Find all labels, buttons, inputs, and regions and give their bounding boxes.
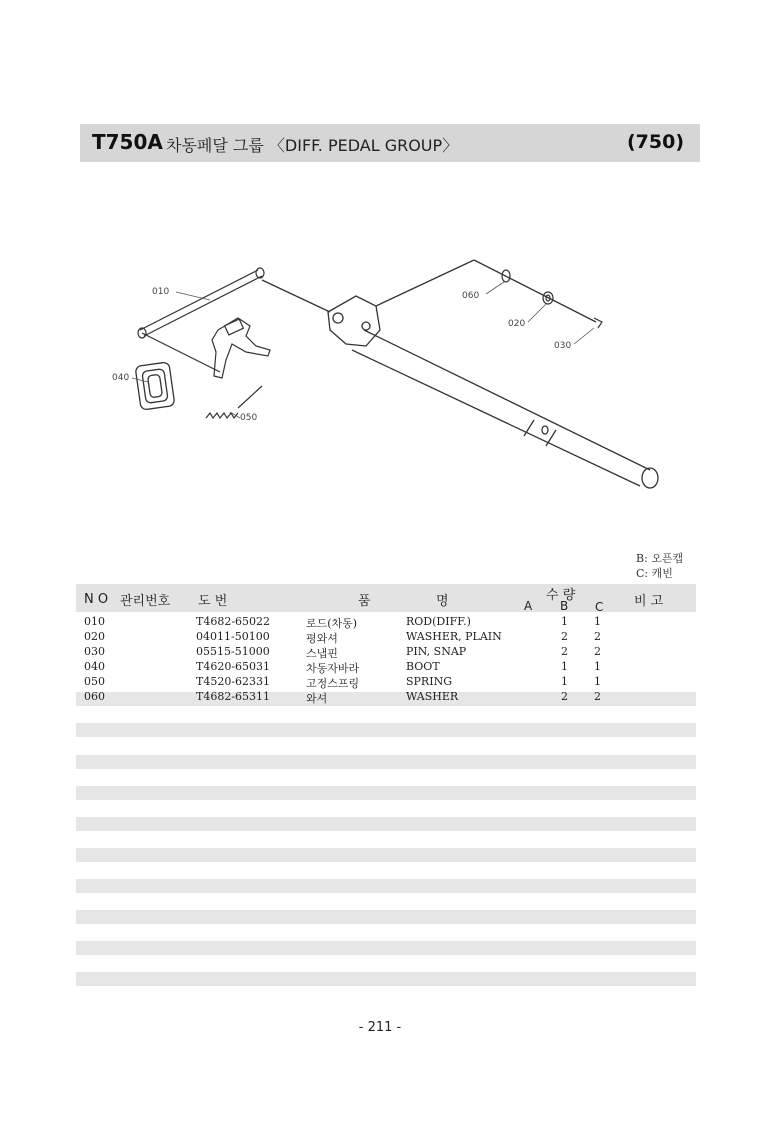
cell-qty-b: 2 — [561, 690, 568, 703]
table-row — [76, 660, 696, 675]
cell-qty-b: 2 — [561, 630, 568, 643]
row-band — [76, 817, 696, 831]
cell-part-number: T4682-65022 — [196, 615, 271, 628]
callout-010: 010 — [152, 287, 170, 297]
cell-no: 060 — [84, 690, 105, 703]
cell-no: 010 — [84, 615, 105, 628]
cell-part-number: 04011-50100 — [196, 630, 270, 643]
col-mgmt: 관리번호 — [120, 594, 171, 609]
col-qty: 수 량 — [546, 588, 576, 603]
cell-name-en: ROD(DIFF.) — [406, 615, 471, 628]
col-qty-a: A — [524, 599, 533, 613]
cell-part-number: T4520-62331 — [196, 675, 271, 688]
cell-no: 020 — [84, 630, 105, 643]
col-qty-c: C — [595, 600, 604, 614]
boot-drawing — [135, 362, 175, 410]
cell-qty-b: 1 — [561, 675, 568, 688]
col-name-2: 명 — [436, 594, 449, 609]
cell-no: 040 — [84, 660, 105, 673]
col-remarks: 비 고 — [634, 594, 664, 609]
callout-020: 020 — [508, 319, 526, 329]
cell-name-kr: 스냅핀 — [306, 647, 338, 660]
callout-050: 050 — [240, 413, 258, 423]
callout-040: 040 — [112, 373, 130, 383]
pedal-drawing — [212, 318, 270, 378]
cell-no: 050 — [84, 675, 105, 688]
cell-qty-c: 1 — [594, 660, 601, 673]
cell-qty-c: 1 — [594, 675, 601, 688]
cell-no: 030 — [84, 645, 105, 658]
row-band — [76, 879, 696, 893]
cell-part-number: T4620-65031 — [196, 660, 271, 673]
page-code: (750) — [626, 131, 684, 153]
col-qty-b: B — [560, 599, 569, 613]
row-band — [76, 910, 696, 924]
page-number: - 211 - — [358, 1020, 402, 1035]
cell-qty-c: 1 — [594, 615, 601, 628]
legend-c: C: 캐빈 — [636, 567, 673, 580]
cell-name-en: WASHER, PLAIN — [406, 630, 502, 643]
page-title: 차동페달 그룹 〈DIFF. PEDAL GROUP〉 — [166, 136, 459, 155]
cell-name-kr: 로드(차동) — [306, 617, 358, 630]
col-name-1: 품 — [358, 594, 371, 609]
leader-lines — [132, 282, 594, 418]
row-band — [76, 941, 696, 955]
table-row — [76, 675, 696, 690]
model-code: T750A — [92, 130, 163, 154]
cell-name-en: PIN, SNAP — [406, 645, 467, 658]
cell-name-kr: 고정스프링 — [306, 677, 360, 690]
table-row — [76, 630, 696, 645]
legend-b: B: 오픈캡 — [636, 552, 684, 565]
cell-name-en: BOOT — [406, 660, 440, 673]
shaft-drawing — [262, 260, 658, 488]
cell-qty-c: 2 — [594, 630, 601, 643]
col-drawing: 도 번 — [198, 594, 228, 609]
table-row — [76, 645, 696, 660]
cell-name-en: SPRING — [406, 675, 452, 688]
cell-qty-c: 2 — [594, 690, 601, 703]
cell-qty-b: 2 — [561, 645, 568, 658]
cell-name-kr: 평와셔 — [306, 632, 338, 645]
cell-name-en: WASHER — [406, 690, 459, 703]
col-no: N O — [84, 592, 109, 607]
cell-qty-c: 2 — [594, 645, 601, 658]
cell-qty-b: 1 — [561, 660, 568, 673]
table-row — [76, 690, 696, 705]
rod-diff-drawing — [138, 268, 264, 372]
row-band — [76, 755, 696, 769]
legend — [636, 551, 683, 581]
callout-060: 060 — [462, 291, 480, 301]
cell-part-number: T4682-65311 — [196, 690, 271, 703]
cell-qty-b: 1 — [561, 615, 568, 628]
row-band — [76, 972, 696, 986]
cell-name-kr: 차동자바라 — [306, 662, 360, 675]
cell-part-number: 05515-51000 — [196, 645, 270, 658]
cell-name-kr: 와셔 — [306, 692, 328, 705]
callout-030: 030 — [554, 341, 572, 351]
exploded-parts-diagram — [0, 0, 760, 560]
row-band — [76, 723, 696, 737]
row-band — [76, 786, 696, 800]
row-band — [76, 848, 696, 862]
table-row — [76, 615, 696, 630]
